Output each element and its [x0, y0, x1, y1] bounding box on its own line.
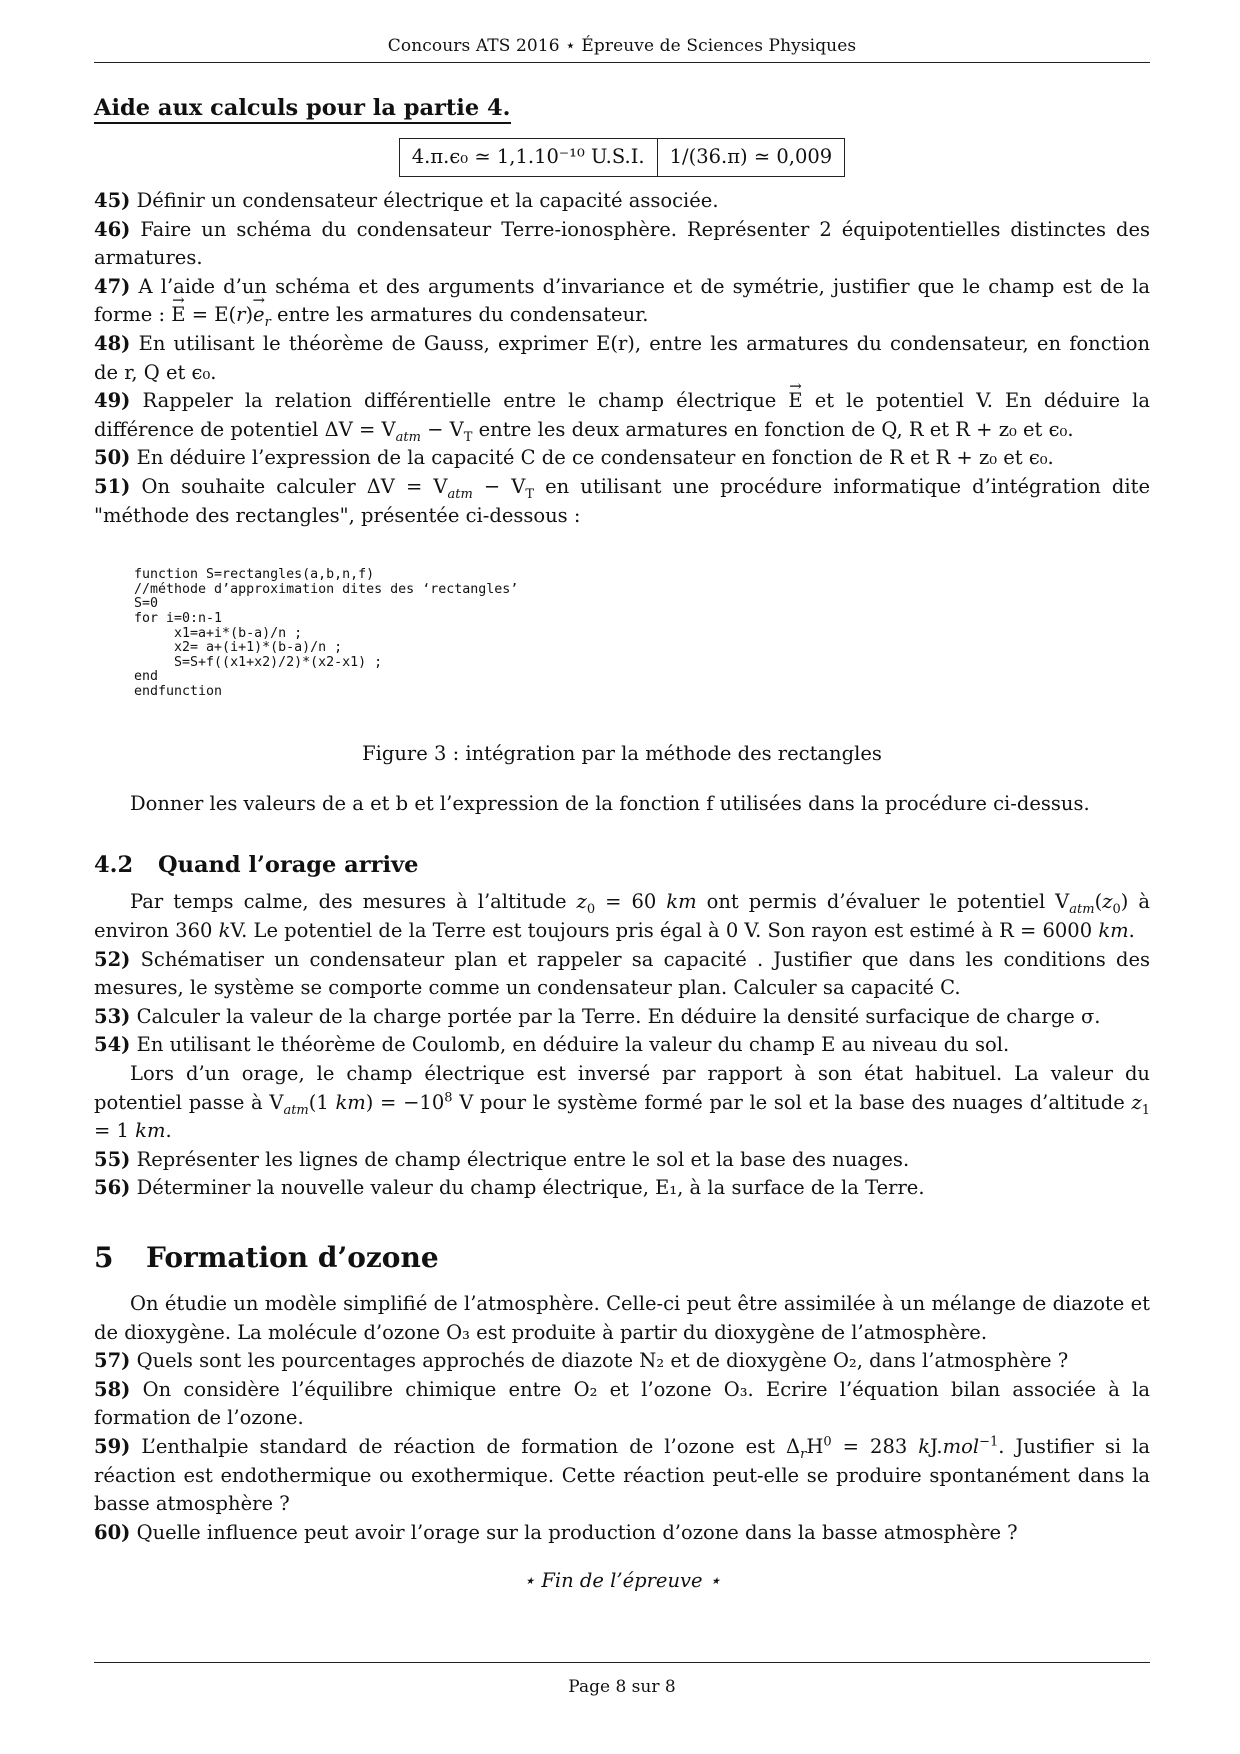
question-45: 45) Définir un condensateur électrique et la capacité associée. [94, 189, 719, 212]
subsection-heading: 4.2 Quand l’orage arrive [94, 852, 419, 879]
question-56: 56) Déterminer la nouvelle valeur du champ électrique, E₁, à la surface de la Terre. [94, 1176, 925, 1200]
question-52: 52) Schématiser un condensateur plan et rappeler sa capacité . Justifier que dans les conditions des mesures, le système se comporte comme un condensateur plan. Calculer sa capacité C. [94, 947, 1150, 1000]
question-51: 51) On souhaite calculer $\Delta V = V_{atm} - V_T$ en utilisant une procédure informatique d’intégration dite "méthode des rectangles", présentée ci-dessous : [94, 474, 1150, 527]
questions-45-51 [94, 187, 1150, 530]
aide-cell-1: 4.π.ϵ₀ ≃ 1,1.10⁻¹⁰ U.S.I. [399, 139, 657, 177]
figure-caption: Figure 3 : intégration par la méthode des rectangles [362, 742, 882, 766]
running-header: Concours ATS 2016 ⋆ Épreuve de Sciences Physiques [94, 36, 1150, 63]
ozone-paragraph: On étudie un modèle simplifié de l’atmosphère. Celle-ci peut être assimilée à un mélange de diazote et de dioxygène. La molécule d’ozone O₃ est produite à partir du dioxygène de l’atmosphère. [94, 1292, 1150, 1344]
section-heading: 5 Formation d’ozone [94, 1241, 439, 1274]
question-54: 54) En utilisant le théorème de Coulomb, en déduire la valeur du champ E au niveau du sol. [94, 1033, 1010, 1057]
question-53: 53) Calculer la valeur de la charge portée par la Terre. En déduire la densité surfacique de charge σ. [94, 1004, 1101, 1028]
question-48: 48) En utilisant le théorème de Gauss, exprimer E(r), entre les armatures du condensateur, en fonction de r, Q et ϵ₀. [94, 331, 1150, 384]
end-of-exam: ⋆ Fin de l’épreuve ⋆ [523, 1569, 721, 1593]
page-footer: Page 8 sur 8 [94, 1662, 1150, 1697]
question-49: 49) Rappeler la relation différentielle entre le champ électrique → E et le potentiel V. En déduire la différence de potentiel $\Delta V = V_{atm} - V_T$ entre les deux armatures en fonction de Q, R et R + z₀ et ϵ₀. [94, 387, 1150, 444]
figure-question: Donner les valeurs de a et b et l’expression de la fonction f utilisées dans la procédure ci-dessus. [130, 792, 1090, 816]
code-listing: function S=rectangles(a,b,n,f) //méthode d’approximation dites des ‘rectangles’ S=0 for i=0:n-1 x1=a+i*(b-a)/n ; x2= a+(i+1)*(b-a)/n ; S=S+f((x1+x2)/2)*(x2-x1) ; end endfunction [134, 567, 519, 699]
aide-table [399, 138, 845, 177]
question-59: 59) L’enthalpie standard de réaction de formation de l’ozone est $\Delta_rH^0 = 283$ kJ.mol$^{-1}$. Justifier si la réaction est endothermique ou exothermique. Cette réaction peut-elle se produire spontanément dans la basse atmosphère ? [94, 1434, 1151, 1516]
question-50: 50) En déduire l’expression de la capacité C de ce condensateur en fonction de R et R + z₀ et ϵ₀. [94, 446, 1054, 470]
question-46: 46) Faire un schéma du condensateur Terre-ionosphère. Représenter 2 équipotentielles distinctes des armatures. [94, 217, 1151, 270]
question-55: 55) Représenter les lignes de champ électrique entre le sol et la base des nuages. [94, 1147, 910, 1171]
aide-cell-2: 1/(36.π) ≃ 0,009 [657, 139, 845, 177]
question-47: 47) A l’aide d’un schéma et des arguments d’invariance et de symétrie, justifier que le champ est de la forme : → $E = E(r)\to e_r$ entre les armatures du condensateur. [94, 273, 1150, 330]
question-60: 60) Quelle influence peut avoir l’orage sur la production d’ozone dans la basse atmosphère ? [94, 1520, 1018, 1544]
question-58: 58) On considère l’équilibre chimique entre O₂ et l’ozone O₃. Ecrire l’équation bilan associée à la formation de l’ozone. [94, 1377, 1151, 1430]
question-57: 57) Quels sont les pourcentages approchés de diazote N₂ et de dioxygène O₂, dans l’atmosphère ? [94, 1349, 1069, 1373]
orage-paragraph-2: Lors d’un orage, le champ électrique est inversé par rapport à son état habituel. La valeur du potentiel passe à $V_{atm}(1$ $km) = -10^8$ V pour le système formé par le sol et la base des nuages d’altitude $z_1 = 1$ km. [94, 1062, 1150, 1143]
orage-paragraph-1: Par temps calme, des mesures à l’altitude $z_0 = 60$ km ont permis d’évaluer le potentiel $V_{atm}(z_0)$ à environ 360 kV. Le potentiel de la Terre est toujours pris égal à 0 V. Son rayon est estimé à R = 6000 km. [94, 890, 1151, 943]
document-page [94, 36, 1150, 1726]
aide-title: Aide aux calculs pour la partie 4. [94, 95, 511, 124]
